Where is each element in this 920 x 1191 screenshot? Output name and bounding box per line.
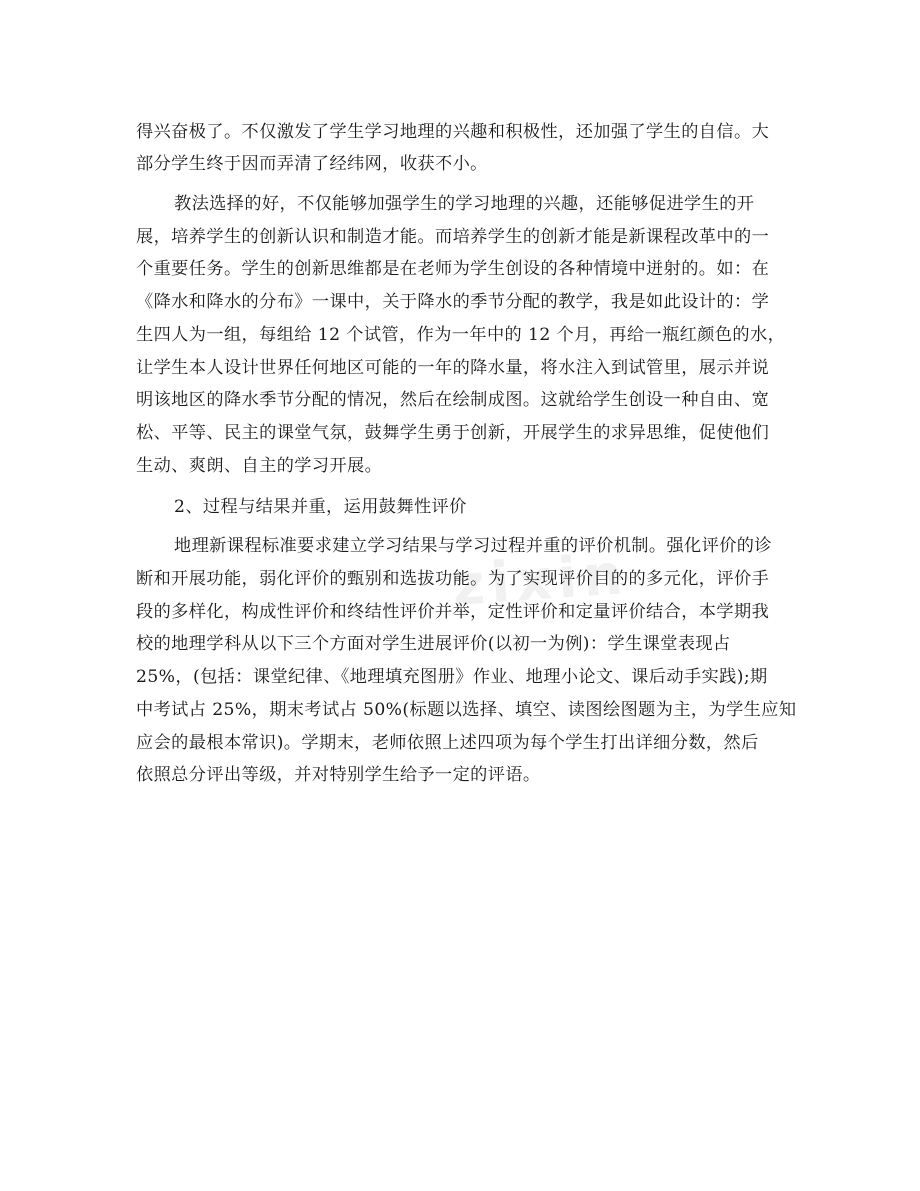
paragraph-line: 生四人为一组，每组给 12 个试管，作为一年中的 12 个月，再给一瓶红颜色的水， [136, 325, 786, 345]
paragraph-line: 让学生本人设计世界任何地区可能的一年的降水量，将水注入到试管里，展示并说 [136, 358, 770, 378]
paragraph-line: 25%，(包括：课堂纪律、《地理填充图册》作业、地理小论文、课后动手实践);期 [136, 667, 768, 687]
paragraph-line: 明该地区的降水季节分配的情况，然后在绘制成图。这就给学生创设一种自由、宽 [136, 390, 770, 410]
paragraph-line: 个重要任务。学生的创新思维都是在老师为学生创设的各种情境中迸射的。如：在 [136, 259, 770, 279]
paragraph-line: 段的多样化，构成性评价和终结性评价并举，定性评价和定量评价结合，本学期我 [136, 602, 770, 622]
paragraph-line: 生动、爽朗、自主的学习开展。 [136, 456, 383, 476]
section-heading: 2、过程与结果并重，运用鼓舞性评价 [174, 497, 467, 517]
paragraph-line: 依照总分评出等级，并对特别学生给予一定的评语。 [136, 765, 541, 785]
paragraph-line: 校的地理学科从以下三个方面对学生进展评价(以初一为例)：学生课堂表现占 [136, 634, 731, 654]
paragraph-line: 中考试占 25%，期末考试占 50%(标题以选择、填空、读图绘图题为主，为学生应知 [136, 700, 797, 720]
paragraph-line: 地理新课程标准要求建立学习结果与学习过程并重的评价机制。强化评价的诊 [174, 536, 772, 556]
paragraph-line: 教法选择的好，不仅能够加强学生的学习地理的兴趣，还能够促进学生的开 [174, 194, 755, 214]
watermark-text: zixin [449, 541, 632, 620]
paragraph-line: 应会的最根本常识)。学期末，老师依照上述四项为每个学生打出详细分数，然后 [136, 733, 759, 753]
paragraph-line: 得兴奋极了。不仅激发了学生学习地理的兴趣和积极性，还加强了学生的自信。大 [136, 122, 770, 142]
paragraph-line: 松、平等、民主的课堂气氛，鼓舞学生勇于创新，开展学生的求异思维，促使他们 [136, 423, 770, 443]
paragraph-line: 《降水和降水的分布》一课中，关于降水的季节分配的教学，我是如此设计的：学 [136, 292, 770, 312]
paragraph-line: 断和开展功能，弱化评价的甄别和选拔功能。为了实现评价目的的多元化，评价手 [136, 569, 770, 589]
paragraph-line: 部分学生终于因而弄清了经纬网，收获不小。 [136, 154, 488, 174]
paragraph-line: 展，培养学生的创新认识和制造才能。而培养学生的创新才能是新课程改革中的一 [136, 227, 770, 247]
